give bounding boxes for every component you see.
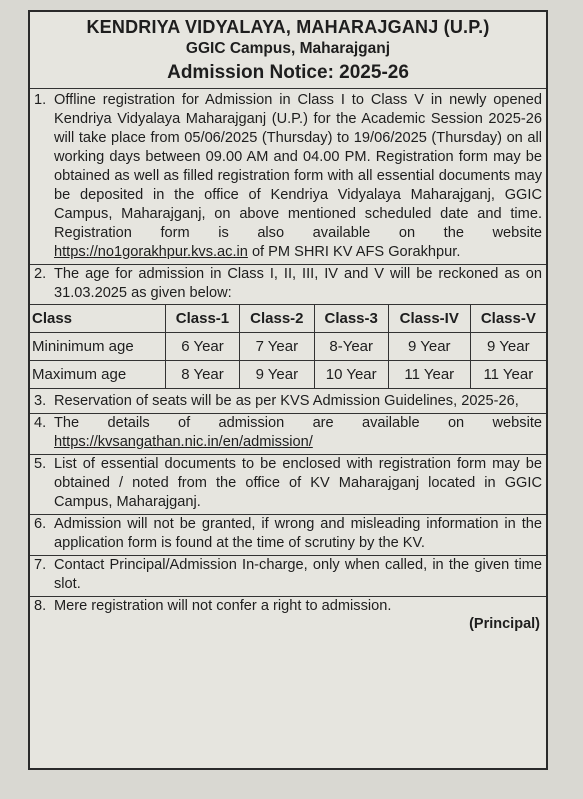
point-6 bbox=[30, 515, 546, 553]
point-text: Mere registration will not confer a right to admission. bbox=[54, 598, 392, 614]
table-cell: 11 Year bbox=[388, 361, 470, 389]
table-header-row bbox=[30, 305, 546, 333]
point-8 bbox=[30, 597, 546, 616]
point-text: List of essential documents to be enclosed with registration form may be obtained / noted from the office of KV Maharajganj located in GGIC Campus, Maharajganj. bbox=[54, 456, 542, 510]
table-cell: 11 Year bbox=[470, 361, 546, 389]
point-number: 2. bbox=[34, 266, 47, 282]
point-number: 6. bbox=[34, 516, 47, 532]
table-cell: 7 Year bbox=[240, 333, 314, 361]
table-header-cell: Class-2 bbox=[240, 305, 314, 333]
table-header-cell: Class-IV bbox=[388, 305, 470, 333]
point-number: 8. bbox=[34, 598, 47, 614]
table-cell: 6 Year bbox=[165, 333, 239, 361]
point-number: 5. bbox=[34, 456, 47, 472]
table-cell: 8 Year bbox=[165, 361, 239, 389]
point-number: 4. bbox=[34, 415, 47, 431]
table-header-cell: Class bbox=[30, 305, 165, 333]
point-text: Contact Principal/Admission In-charge, only when called, in the given time slot. bbox=[54, 557, 542, 592]
point-2 bbox=[30, 265, 546, 303]
point-text: The details of admission are available on website bbox=[54, 415, 542, 431]
point-text: The age for admission in Class I, II, III, IV and V will be reckoned as on 31.03.2025 as given below: bbox=[54, 266, 542, 301]
table-row bbox=[30, 333, 546, 361]
point-number: 1. bbox=[34, 92, 47, 108]
point-1 bbox=[30, 91, 546, 262]
admission-notice bbox=[28, 10, 548, 770]
table-header-cell: Class-3 bbox=[314, 305, 388, 333]
notice-title: Admission Notice: 2025-26 bbox=[167, 62, 409, 83]
table-header-cell: Class-V bbox=[470, 305, 546, 333]
table-cell: Mininimum age bbox=[30, 333, 165, 361]
table-header-cell: Class-1 bbox=[165, 305, 239, 333]
point-number: 3. bbox=[34, 393, 47, 409]
principal-signature: (Principal) bbox=[469, 616, 540, 632]
table-cell: 9 Year bbox=[388, 333, 470, 361]
school-name: KENDRIYA VIDYALAYA, MAHARAJGANJ (U.P.) bbox=[86, 17, 490, 37]
point-3 bbox=[30, 392, 546, 411]
gorakhpur-website-link[interactable]: https://no1gorakhpur.kvs.ac.in bbox=[54, 244, 248, 260]
point-text: Reservation of seats will be as per KVS Admission Guidelines, 2025-26, bbox=[54, 393, 519, 409]
point-number: 7. bbox=[34, 557, 47, 573]
point-text-after: of PM SHRI KV AFS Gorakhpur. bbox=[247, 244, 461, 260]
kvs-admission-link[interactable]: https://kvsangathan.nic.in/en/admission/ bbox=[54, 434, 313, 450]
point-7 bbox=[30, 556, 546, 594]
campus-name: GGIC Campus, Maharajganj bbox=[185, 40, 391, 57]
table-cell: 9 Year bbox=[240, 361, 314, 389]
table-cell: Maximum age bbox=[30, 361, 165, 389]
table-cell: 8-Year bbox=[314, 333, 388, 361]
point-text: Admission will not be granted, if wrong and misleading information in the application form is found at the time of scrutiny by the KV. bbox=[54, 516, 542, 551]
table-cell: 9 Year bbox=[470, 333, 546, 361]
point-5 bbox=[30, 455, 546, 512]
table-row bbox=[30, 361, 546, 389]
point-4 bbox=[30, 414, 546, 452]
header-divider bbox=[30, 88, 546, 89]
notice-header bbox=[30, 16, 546, 86]
table-cell: 10 Year bbox=[314, 361, 388, 389]
age-table bbox=[30, 304, 546, 389]
point-text: Offline registration for Admission in Class I to Class V in newly opened Kendriya Vidyalaya Maharajganj (U.P.) for the Academic Session 2025-26 will take place from 05/06/2025 (Thursday) to 19/06/2025 (Thursday) on all working days between 09.00 AM and 04.00 PM. Registration form may be obtained as well as filled registration form with all essential documents may be deposited in the office of Kendriya Vidyalaya Maharajganj, GGIC Campus, Maharajganj, on above mentioned scheduled date and time. Registration form is also available on the website bbox=[54, 92, 542, 241]
